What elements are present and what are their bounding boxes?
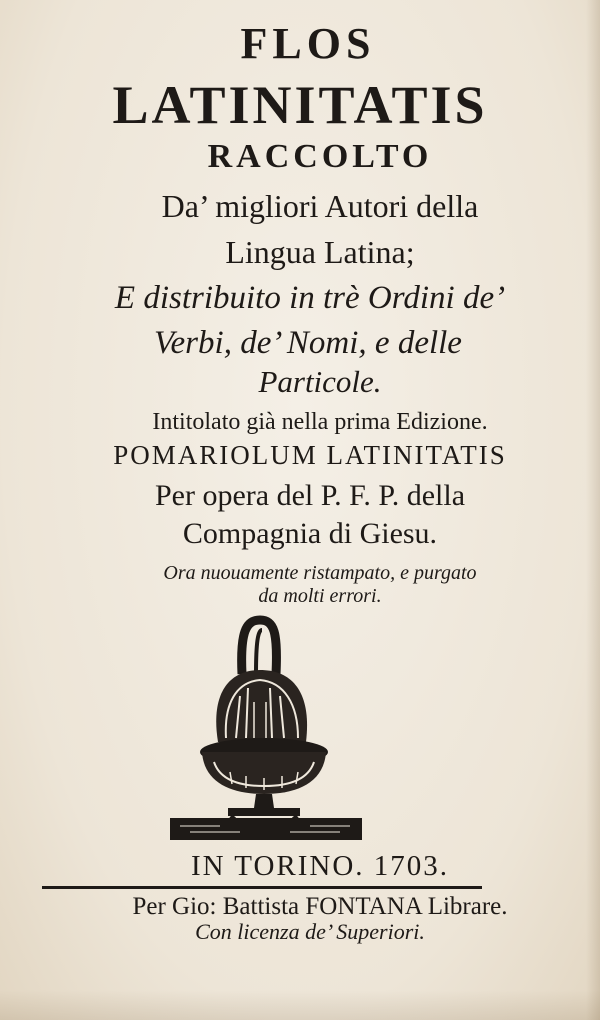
edition-note: Intitolato già nella prima Edizione. [152, 409, 488, 435]
imprint-rule [42, 886, 482, 889]
page-bottom-shadow [0, 990, 600, 1020]
reprint-note-line-2: da molti errori. [258, 585, 382, 607]
imprint-license: Con licenza de’ Superiori. [195, 919, 425, 944]
title-line-latinitatis: LATINITATIS [112, 75, 488, 135]
subtitle-line-lingua: Lingua Latina; [225, 234, 415, 270]
description-line-1: E distribuito in trè Ordini de’ [114, 280, 506, 316]
author-line-2: Compagnia di Giesu. [182, 517, 438, 550]
woodcut-fountain-icon [160, 612, 370, 847]
imprint-printer: Per Gio: Battista FONTANA Librare. [132, 893, 508, 920]
description-line-3: Particole. [258, 364, 382, 399]
subtitle-line-autori: Da’ migliori Autori della [161, 188, 479, 224]
title-line-flos: FLOS [240, 19, 376, 68]
former-title: POMARIOLUM LATINITATIS [113, 440, 507, 470]
description-line-2: Verbi, de’ Nomi, e delle [154, 325, 462, 361]
imprint-place-date: IN TORINO. 1703. [190, 850, 450, 882]
author-line-1: Per opera del P. F. P. della [154, 479, 466, 512]
reprint-note-line-1: Ora nuouamente ristampato, e purgato [163, 562, 477, 584]
subtitle-raccolto: RACCOLTO [207, 138, 433, 175]
